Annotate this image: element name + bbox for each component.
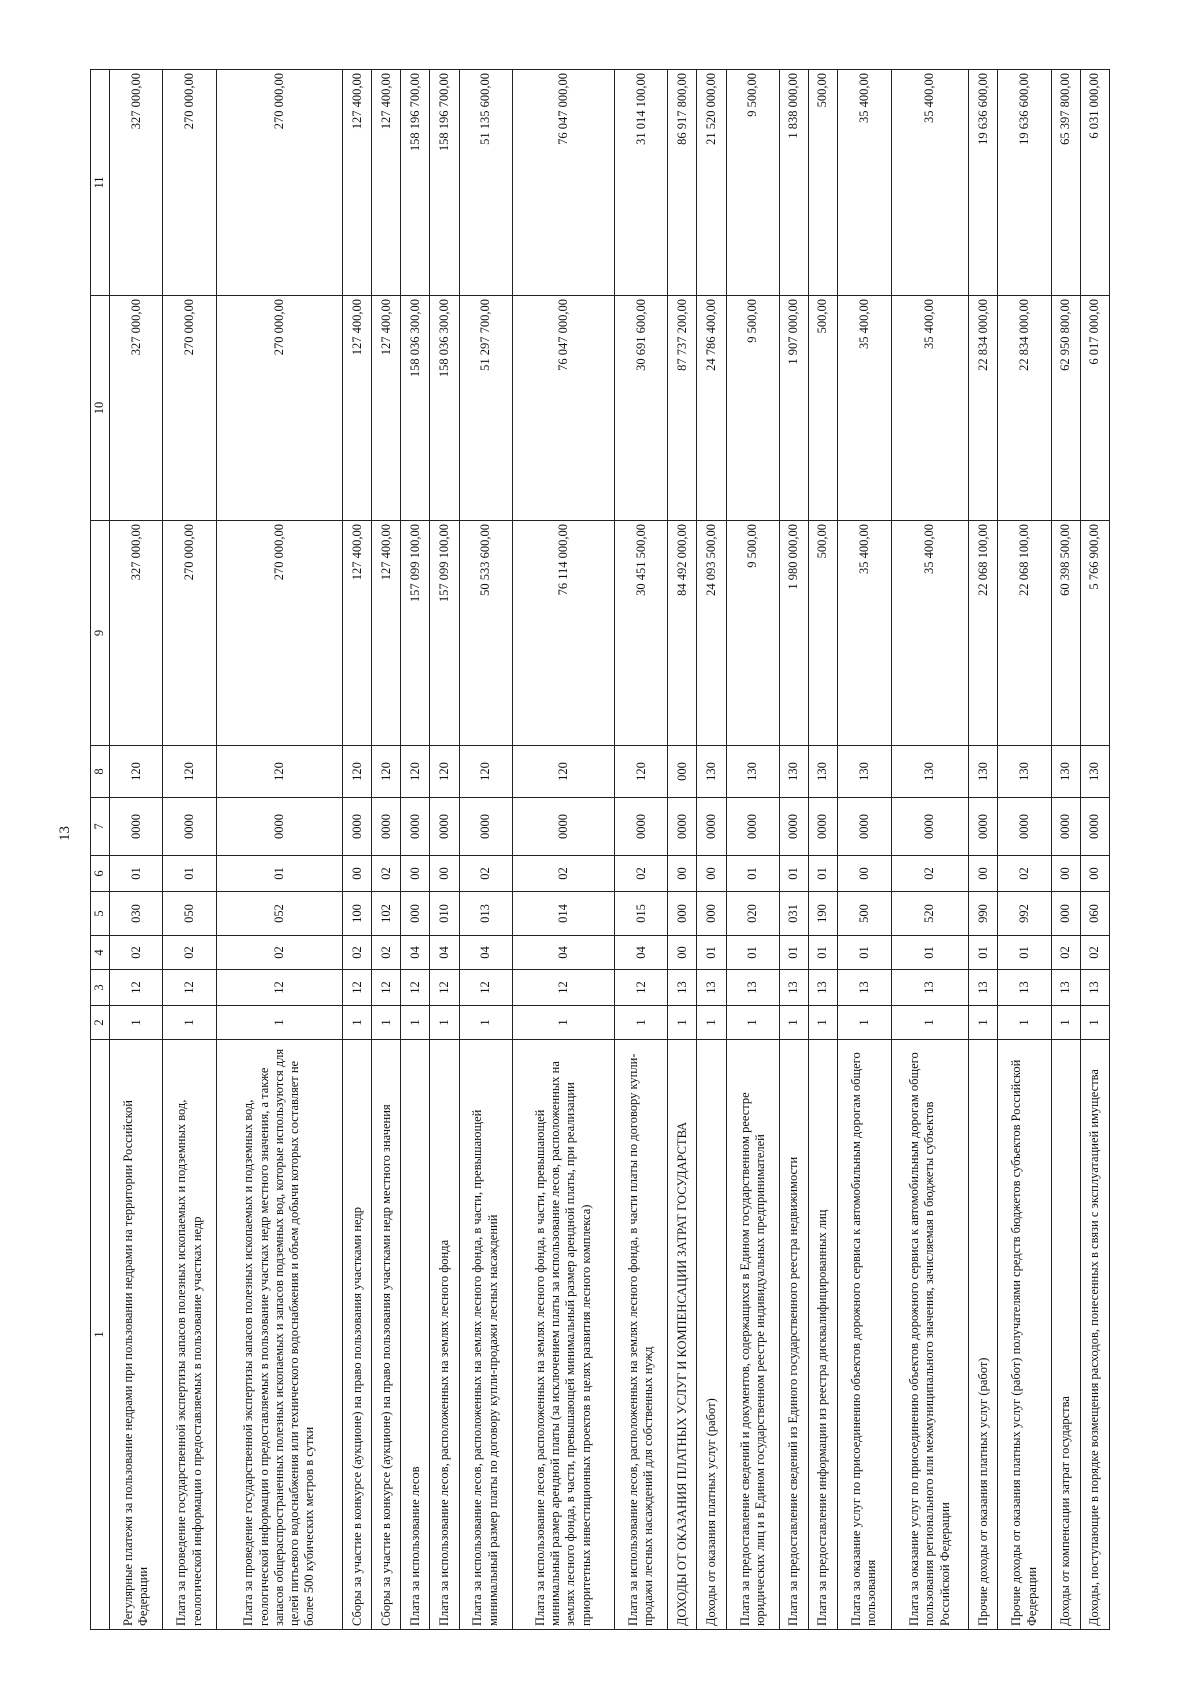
cell-col-5: 992 (998, 892, 1051, 936)
table-row (459, 70, 512, 1630)
row-name-cell: Плата за предоставление информации из реестра дисквалифицированных лиц (809, 1040, 838, 1630)
cell-col-3: 12 (216, 970, 342, 1006)
cell-col-7: 0000 (401, 798, 430, 856)
cell-col-2: 1 (1051, 1006, 1080, 1040)
cell-col-8: 130 (726, 746, 779, 798)
cell-col-3: 12 (614, 970, 667, 1006)
cell-col-7: 0000 (726, 798, 779, 856)
cell-col-8: 120 (459, 746, 512, 798)
table-row (1080, 70, 1109, 1630)
cell-col-8: 120 (430, 746, 459, 798)
cell-col-7: 0000 (459, 798, 512, 856)
cell-col-3: 13 (998, 970, 1051, 1006)
table-row (668, 70, 697, 1630)
cell-col-9: 127 400,00 (343, 521, 372, 746)
cell-col-4: 02 (372, 936, 401, 970)
cell-col-7: 0000 (838, 798, 891, 856)
cell-col-6: 01 (110, 856, 163, 892)
cell-col-7: 0000 (998, 798, 1051, 856)
cell-col-10: 22 834 000,00 (998, 296, 1051, 521)
cell-col-10: 22 834 000,00 (969, 296, 998, 521)
cell-col-2: 1 (998, 1006, 1051, 1040)
cell-col-6: 02 (614, 856, 667, 892)
cell-col-6: 00 (1051, 856, 1080, 892)
cell-col-4: 02 (1080, 936, 1109, 970)
cell-col-6: 00 (969, 856, 998, 892)
cell-col-9: 127 400,00 (372, 521, 401, 746)
table-row (401, 70, 430, 1630)
cell-col-4: 01 (809, 936, 838, 970)
column-header-7: 7 (91, 798, 110, 856)
cell-col-2: 1 (512, 1006, 614, 1040)
cell-col-11: 158 196 700,00 (401, 70, 430, 296)
cell-col-3: 13 (838, 970, 891, 1006)
cell-col-8: 130 (969, 746, 998, 798)
cell-col-4: 02 (1051, 936, 1080, 970)
cell-col-9: 60 398 500,00 (1051, 521, 1080, 746)
cell-col-8: 130 (1051, 746, 1080, 798)
row-name-cell: Плата за использование лесов, расположенных на землях лесного фонда (430, 1040, 459, 1630)
cell-col-7: 0000 (343, 798, 372, 856)
table-row (110, 70, 163, 1630)
cell-col-7: 0000 (110, 798, 163, 856)
cell-col-6: 00 (668, 856, 697, 892)
column-header-10: 10 (91, 296, 110, 521)
cell-col-11: 327 000,00 (110, 70, 163, 296)
cell-col-10: 87 737 200,00 (668, 296, 697, 521)
column-header-8: 8 (91, 746, 110, 798)
cell-col-2: 1 (614, 1006, 667, 1040)
cell-col-5: 030 (110, 892, 163, 936)
cell-col-10: 6 017 000,00 (1080, 296, 1109, 521)
cell-col-10: 30 691 600,00 (614, 296, 667, 521)
cell-col-10: 76 047 000,00 (512, 296, 614, 521)
cell-col-9: 9 500,00 (726, 521, 779, 746)
cell-col-10: 62 950 800,00 (1051, 296, 1080, 521)
cell-col-10: 35 400,00 (838, 296, 891, 521)
row-name-cell: Плата за использование лесов, расположенных на землях лесного фонда, в части, превышающей минимальный размер арендной платы (за исключением платы за использование лесов, расположенных на землях лесного фонда, в части, превышающей минимальный размер арендной платы, при реализации приоритетных инвестиционных проектов в целях развития лесного комплекса) (512, 1040, 614, 1630)
cell-col-3: 13 (1051, 970, 1080, 1006)
cell-col-5: 000 (1051, 892, 1080, 936)
cell-col-2: 1 (110, 1006, 163, 1040)
cell-col-9: 35 400,00 (891, 521, 969, 746)
table-row (891, 70, 969, 1630)
cell-col-2: 1 (1080, 1006, 1109, 1040)
cell-col-2: 1 (459, 1006, 512, 1040)
cell-col-6: 02 (998, 856, 1051, 892)
cell-col-7: 0000 (668, 798, 697, 856)
revenue-table (90, 69, 1110, 1630)
cell-col-2: 1 (163, 1006, 216, 1040)
cell-col-2: 1 (779, 1006, 808, 1040)
cell-col-9: 76 114 000,00 (512, 521, 614, 746)
cell-col-2: 1 (697, 1006, 726, 1040)
cell-col-3: 13 (809, 970, 838, 1006)
cell-col-11: 35 400,00 (891, 70, 969, 296)
cell-col-6: 02 (512, 856, 614, 892)
cell-col-4: 02 (110, 936, 163, 970)
cell-col-10: 158 036 300,00 (401, 296, 430, 521)
cell-col-8: 130 (809, 746, 838, 798)
column-header-2: 2 (91, 1006, 110, 1040)
cell-col-5: 990 (969, 892, 998, 936)
cell-col-8: 130 (998, 746, 1051, 798)
cell-col-8: 130 (838, 746, 891, 798)
cell-col-7: 0000 (163, 798, 216, 856)
cell-col-6: 00 (343, 856, 372, 892)
cell-col-3: 12 (343, 970, 372, 1006)
cell-col-10: 127 400,00 (343, 296, 372, 521)
cell-col-9: 500,00 (809, 521, 838, 746)
cell-col-5: 031 (779, 892, 808, 936)
cell-col-3: 13 (1080, 970, 1109, 1006)
cell-col-5: 000 (697, 892, 726, 936)
cell-col-5: 102 (372, 892, 401, 936)
cell-col-9: 84 492 000,00 (668, 521, 697, 746)
cell-col-8: 120 (163, 746, 216, 798)
cell-col-11: 6 031 000,00 (1080, 70, 1109, 296)
cell-col-5: 060 (1080, 892, 1109, 936)
cell-col-3: 12 (430, 970, 459, 1006)
cell-col-4: 02 (163, 936, 216, 970)
cell-col-4: 04 (430, 936, 459, 970)
cell-col-11: 76 047 000,00 (512, 70, 614, 296)
cell-col-10: 158 036 300,00 (430, 296, 459, 521)
row-name-cell: ДОХОДЫ ОТ ОКАЗАНИЯ ПЛАТНЫХ УСЛУГ И КОМПЕНСАЦИИ ЗАТРАТ ГОСУДАРСТВА (668, 1040, 697, 1630)
row-name-cell: Плата за использование лесов, расположенных на землях лесного фонда, в части, превышающей минимальный размер платы по договору купли-продажи лесных насаждений (459, 1040, 512, 1630)
cell-col-10: 1 907 000,00 (779, 296, 808, 521)
cell-col-11: 270 000,00 (216, 70, 342, 296)
column-header-3: 3 (91, 970, 110, 1006)
cell-col-5: 014 (512, 892, 614, 936)
cell-col-8: 130 (1080, 746, 1109, 798)
cell-col-11: 35 400,00 (838, 70, 891, 296)
cell-col-8: 130 (779, 746, 808, 798)
cell-col-11: 51 135 600,00 (459, 70, 512, 296)
row-name-cell: Плата за оказание услуг по присоединению объектов дорожного сервиса к автомобильным дорогам общего пользования регионального или межмуниципального значения, зачисляемая в бюджеты субъектов Российской Федерации (891, 1040, 969, 1630)
cell-col-2: 1 (838, 1006, 891, 1040)
table-row (838, 70, 891, 1630)
cell-col-4: 01 (838, 936, 891, 970)
cell-col-5: 020 (726, 892, 779, 936)
cell-col-7: 0000 (614, 798, 667, 856)
column-header-5: 5 (91, 892, 110, 936)
cell-col-8: 120 (216, 746, 342, 798)
cell-col-3: 13 (668, 970, 697, 1006)
cell-col-10: 51 297 700,00 (459, 296, 512, 521)
cell-col-3: 13 (726, 970, 779, 1006)
cell-col-7: 0000 (1080, 798, 1109, 856)
cell-col-4: 01 (998, 936, 1051, 970)
cell-col-11: 86 917 800,00 (668, 70, 697, 296)
cell-col-2: 1 (891, 1006, 969, 1040)
cell-col-11: 1 838 000,00 (779, 70, 808, 296)
row-name-cell: Плата за использование лесов (401, 1040, 430, 1630)
cell-col-7: 0000 (372, 798, 401, 856)
table-row (726, 70, 779, 1630)
table-row (697, 70, 726, 1630)
cell-col-7: 0000 (891, 798, 969, 856)
cell-col-4: 02 (343, 936, 372, 970)
cell-col-6: 00 (838, 856, 891, 892)
cell-col-2: 1 (969, 1006, 998, 1040)
header-row (91, 70, 110, 1630)
cell-col-6: 02 (372, 856, 401, 892)
row-name-cell: Сборы за участие в конкурсе (аукционе) на право пользования участками недр местного значения (372, 1040, 401, 1630)
cell-col-3: 12 (372, 970, 401, 1006)
cell-col-3: 12 (512, 970, 614, 1006)
cell-col-8: 120 (372, 746, 401, 798)
table-row (343, 70, 372, 1630)
cell-col-4: 04 (459, 936, 512, 970)
column-header-11: 11 (91, 70, 110, 296)
cell-col-2: 1 (216, 1006, 342, 1040)
row-name-cell: Доходы от оказания платных услуг (работ) (697, 1040, 726, 1630)
cell-col-9: 157 099 100,00 (430, 521, 459, 746)
cell-col-11: 65 397 800,00 (1051, 70, 1080, 296)
cell-col-9: 1 980 000,00 (779, 521, 808, 746)
row-name-cell: Плата за использование лесов, расположенных на землях лесного фонда, в части платы по договору купли-продажи лесных насаждений для собственных нужд (614, 1040, 667, 1630)
cell-col-2: 1 (726, 1006, 779, 1040)
cell-col-8: 130 (891, 746, 969, 798)
cell-col-11: 31 014 100,00 (614, 70, 667, 296)
cell-col-10: 270 000,00 (216, 296, 342, 521)
cell-col-7: 0000 (512, 798, 614, 856)
cell-col-8: 130 (697, 746, 726, 798)
table-row (969, 70, 998, 1630)
cell-col-11: 21 520 000,00 (697, 70, 726, 296)
row-name-cell: Плата за оказание услуг по присоединению объектов дорожного сервиса к автомобильным дорогам общего пользования (838, 1040, 891, 1630)
page-number: 13 (57, 826, 73, 841)
rotated-table-wrapper (90, 70, 1110, 1630)
cell-col-3: 12 (401, 970, 430, 1006)
cell-col-3: 13 (891, 970, 969, 1006)
cell-col-8: 120 (614, 746, 667, 798)
row-name-cell: Сборы за участие в конкурсе (аукционе) на право пользования участками недр (343, 1040, 372, 1630)
cell-col-2: 1 (372, 1006, 401, 1040)
cell-col-5: 052 (216, 892, 342, 936)
cell-col-5: 190 (809, 892, 838, 936)
cell-col-5: 050 (163, 892, 216, 936)
row-name-cell: Плата за предоставление сведений и документов, содержащихся в Едином государственном реестре юридических лиц и в Едином государственном реестре индивидуальных предпринимателей (726, 1040, 779, 1630)
row-name-cell: Доходы от компенсации затрат государства (1051, 1040, 1080, 1630)
cell-col-9: 50 533 600,00 (459, 521, 512, 746)
column-header-1: 1 (91, 1040, 110, 1630)
row-name-cell: Плата за предоставление сведений из Единого государственного реестра недвижимости (779, 1040, 808, 1630)
cell-col-2: 1 (401, 1006, 430, 1040)
cell-col-5: 520 (891, 892, 969, 936)
cell-col-8: 000 (668, 746, 697, 798)
table-row (216, 70, 342, 1630)
cell-col-11: 9 500,00 (726, 70, 779, 296)
cell-col-5: 015 (614, 892, 667, 936)
table-row (163, 70, 216, 1630)
cell-col-6: 00 (1080, 856, 1109, 892)
table-row (779, 70, 808, 1630)
cell-col-10: 500,00 (809, 296, 838, 521)
cell-col-4: 04 (512, 936, 614, 970)
cell-col-6: 02 (891, 856, 969, 892)
cell-col-7: 0000 (809, 798, 838, 856)
cell-col-7: 0000 (1051, 798, 1080, 856)
row-name-cell: Регулярные платежи за пользование недрами при пользовании недрами на территории Российской Федерации (110, 1040, 163, 1630)
cell-col-6: 01 (726, 856, 779, 892)
cell-col-7: 0000 (969, 798, 998, 856)
cell-col-6: 00 (401, 856, 430, 892)
cell-col-10: 270 000,00 (163, 296, 216, 521)
table-row (998, 70, 1051, 1630)
cell-col-9: 5 766 900,00 (1080, 521, 1109, 746)
cell-col-6: 01 (216, 856, 342, 892)
cell-col-4: 04 (401, 936, 430, 970)
cell-col-5: 010 (430, 892, 459, 936)
cell-col-8: 120 (401, 746, 430, 798)
cell-col-3: 13 (969, 970, 998, 1006)
cell-col-2: 1 (343, 1006, 372, 1040)
cell-col-10: 9 500,00 (726, 296, 779, 521)
cell-col-4: 01 (969, 936, 998, 970)
cell-col-9: 35 400,00 (838, 521, 891, 746)
cell-col-9: 24 093 500,00 (697, 521, 726, 746)
cell-col-11: 127 400,00 (343, 70, 372, 296)
cell-col-10: 35 400,00 (891, 296, 969, 521)
cell-col-5: 000 (668, 892, 697, 936)
cell-col-4: 04 (614, 936, 667, 970)
cell-col-11: 127 400,00 (372, 70, 401, 296)
cell-col-3: 12 (163, 970, 216, 1006)
cell-col-9: 270 000,00 (216, 521, 342, 746)
cell-col-2: 1 (668, 1006, 697, 1040)
cell-col-5: 000 (401, 892, 430, 936)
column-header-9: 9 (91, 521, 110, 746)
cell-col-6: 01 (779, 856, 808, 892)
cell-col-3: 12 (110, 970, 163, 1006)
cell-col-2: 1 (809, 1006, 838, 1040)
cell-col-9: 22 068 100,00 (998, 521, 1051, 746)
cell-col-7: 0000 (779, 798, 808, 856)
column-header-4: 4 (91, 936, 110, 970)
cell-col-8: 120 (110, 746, 163, 798)
cell-col-3: 12 (459, 970, 512, 1006)
cell-col-3: 13 (779, 970, 808, 1006)
cell-col-6: 01 (163, 856, 216, 892)
table-row (512, 70, 614, 1630)
cell-col-7: 0000 (216, 798, 342, 856)
table-row (614, 70, 667, 1630)
table-row (372, 70, 401, 1630)
table-row (809, 70, 838, 1630)
cell-col-9: 30 451 500,00 (614, 521, 667, 746)
cell-col-4: 01 (779, 936, 808, 970)
table-row (1051, 70, 1080, 1630)
table-row (430, 70, 459, 1630)
cell-col-2: 1 (430, 1006, 459, 1040)
cell-col-7: 0000 (697, 798, 726, 856)
cell-col-9: 22 068 100,00 (969, 521, 998, 746)
row-name-cell: Прочие доходы от оказания платных услуг (работ) получателями средств бюджетов субъектов Российской Федерации (998, 1040, 1051, 1630)
cell-col-6: 02 (459, 856, 512, 892)
cell-col-5: 500 (838, 892, 891, 936)
cell-col-11: 19 636 600,00 (998, 70, 1051, 296)
cell-col-5: 013 (459, 892, 512, 936)
cell-col-4: 02 (216, 936, 342, 970)
cell-col-6: 00 (697, 856, 726, 892)
row-name-cell: Доходы, поступающие в порядке возмещения расходов, понесенных в связи с эксплуатацией имущества (1080, 1040, 1109, 1630)
cell-col-6: 00 (430, 856, 459, 892)
cell-col-3: 13 (697, 970, 726, 1006)
cell-col-10: 127 400,00 (372, 296, 401, 521)
cell-col-10: 327 000,00 (110, 296, 163, 521)
cell-col-9: 157 099 100,00 (401, 521, 430, 746)
cell-col-9: 270 000,00 (163, 521, 216, 746)
cell-col-4: 00 (668, 936, 697, 970)
cell-col-6: 01 (809, 856, 838, 892)
cell-col-9: 327 000,00 (110, 521, 163, 746)
column-header-6: 6 (91, 856, 110, 892)
cell-col-10: 24 786 400,00 (697, 296, 726, 521)
cell-col-11: 270 000,00 (163, 70, 216, 296)
row-name-cell: Плата за проведение государственной экспертизы запасов полезных ископаемых и подземных вод, геологической информации о предоставляемых в пользование участках недр (163, 1040, 216, 1630)
cell-col-4: 01 (891, 936, 969, 970)
cell-col-4: 01 (697, 936, 726, 970)
cell-col-4: 01 (726, 936, 779, 970)
cell-col-8: 120 (512, 746, 614, 798)
cell-col-11: 158 196 700,00 (430, 70, 459, 296)
cell-col-11: 500,00 (809, 70, 838, 296)
cell-col-8: 120 (343, 746, 372, 798)
cell-col-7: 0000 (430, 798, 459, 856)
row-name-cell: Плата за проведение государственной экспертизы запасов полезных ископаемых и подземных вод, геологической информации о предоставляемых в пользование участках недр местного значения, а также запасов общераспространенных полезных ископаемых и запасов подземных вод, которые используются для целей питьевого водоснабжения или технического водоснабжения и объем добычи которых составляет не более 500 кубических метров в сутки (216, 1040, 342, 1630)
row-name-cell: Прочие доходы от оказания платных услуг (работ) (969, 1040, 998, 1630)
cell-col-11: 19 636 600,00 (969, 70, 998, 296)
cell-col-5: 100 (343, 892, 372, 936)
